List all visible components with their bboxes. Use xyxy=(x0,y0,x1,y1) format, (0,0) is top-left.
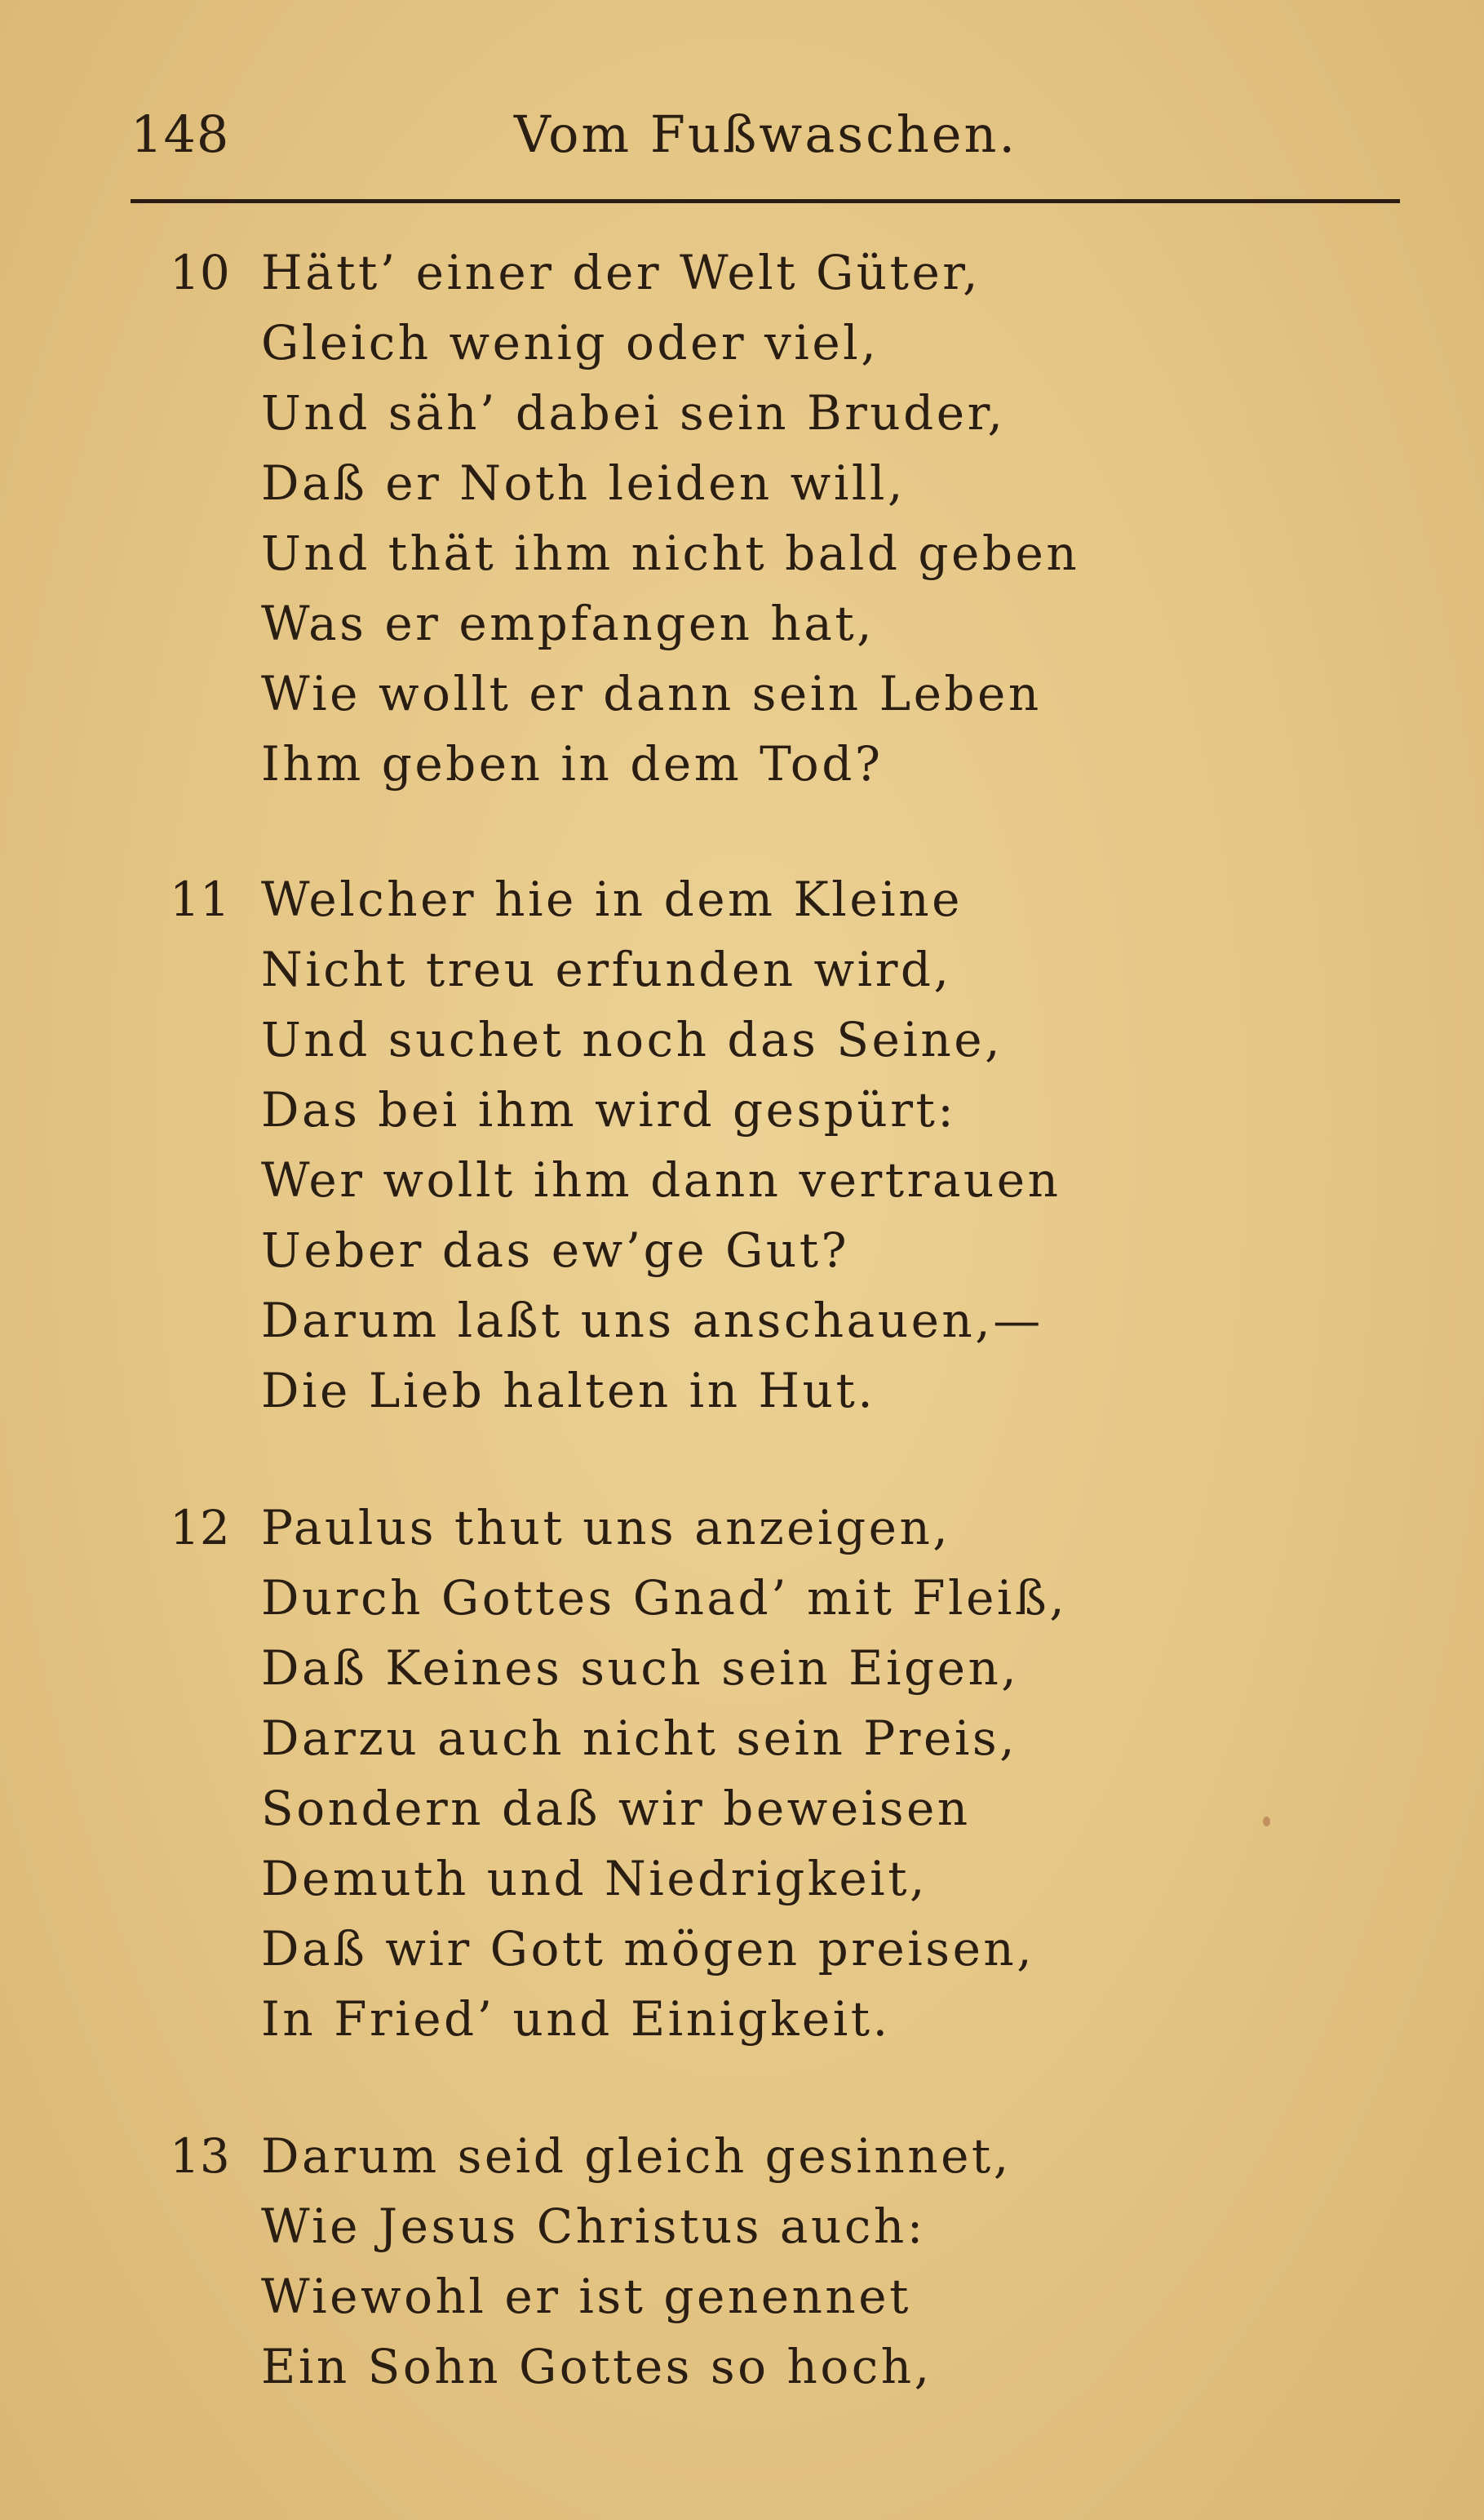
verse-line: Darzu auch nicht sein Preis, xyxy=(261,1710,1018,1766)
verse-line: Das bei ihm wird gespürt: xyxy=(261,1082,957,1138)
verse-line: Wer wollt ihm dann vertrauen xyxy=(261,1152,1061,1208)
verse-line: Und säh’ dabei sein Bruder, xyxy=(261,385,1006,441)
verse-line: Wiewohl er ist genennet xyxy=(261,2269,911,2324)
header-rule xyxy=(131,199,1400,203)
verse-line: Paulus thut uns anzeigen, xyxy=(261,1500,951,1555)
verse-line: Demuth und Niedrigkeit, xyxy=(261,1851,928,1906)
verse-line: Gleich wenig oder viel, xyxy=(261,315,879,370)
verse-line: Welcher hie in dem Kleine xyxy=(261,872,963,927)
verse-line: Daß er Noth leiden will, xyxy=(261,455,906,511)
verse-line: Hätt’ einer der Welt Güter, xyxy=(261,245,981,300)
verse-line: Wie Jesus Christus auch: xyxy=(261,2198,926,2254)
stanza-number: 10 xyxy=(170,245,230,300)
verse-line: Die Lieb halten in Hut. xyxy=(261,1363,876,1418)
stanza-number: 12 xyxy=(170,1500,230,1555)
verse-line: Ihm geben in dem Tod? xyxy=(261,736,884,792)
running-head: Vom Fußwaschen. xyxy=(514,104,1018,164)
stanza-number: 13 xyxy=(170,2128,230,2184)
verse-line: Ein Sohn Gottes so hoch, xyxy=(261,2339,932,2394)
verse-line: Darum laßt uns anschauen,— xyxy=(261,1293,1043,1348)
verse-line: Daß Keines such sein Eigen, xyxy=(261,1640,1020,1696)
stanza-number: 11 xyxy=(170,872,230,927)
page-header xyxy=(131,104,1403,178)
verse-line: Darum seid gleich gesinnet, xyxy=(261,2128,1012,2184)
verse-line: Sondern daß wir beweisen xyxy=(261,1781,971,1836)
verse-line: Nicht treu erfunden wird, xyxy=(261,942,952,997)
verse-line: Durch Gottes Gnad’ mit Fleiß, xyxy=(261,1570,1068,1626)
verse-line: In Fried’ und Einigkeit. xyxy=(261,1991,891,2047)
verse-line: Und suchet noch das Seine, xyxy=(261,1012,1003,1067)
verse-line: Was er empfangen hat, xyxy=(261,596,875,651)
ink-speck xyxy=(1263,1817,1270,1826)
verse-line: Daß wir Gott mögen preisen, xyxy=(261,1921,1035,1977)
verse-line: Ueber das ew’ge Gut? xyxy=(261,1222,850,1278)
page-number: 148 xyxy=(131,104,230,164)
verse-line: Wie wollt er dann sein Leben xyxy=(261,666,1042,721)
verse-line: Und thät ihm nicht bald geben xyxy=(261,526,1080,581)
